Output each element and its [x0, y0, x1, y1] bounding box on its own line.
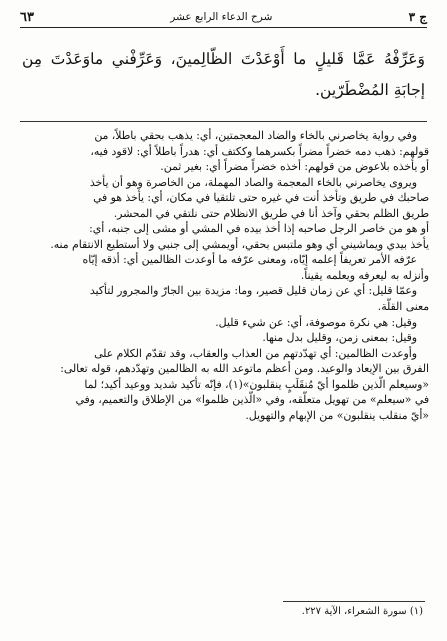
- body-line: وقيل: هي نكرة موصوفة، أي: عن شيء قليل.: [215, 315, 417, 329]
- commentary-body: [18, 128, 429, 423]
- supplication-quote: وَعَرِّفْهُ عَمَّا قَليلٍ ما أَوْعَدْتَ الظّالِمينَ، وَعَرِّفْني ماوَعَدْتَ مِن إجابَةِ المُضْطَرّين.: [22, 50, 425, 99]
- body-line: وفي رواية يخاصرني بالخاء والضاد المعجمتين، أي: يذهب بحقي باطلاً، من: [94, 129, 417, 142]
- footnote-rule: [283, 601, 425, 602]
- page-number: ٦٣: [20, 9, 34, 25]
- body-line: أو يأخذه بلاعوض من قولهم: أخذه خضراً مضراً أي: بغير ثمن.: [160, 160, 429, 174]
- body-line: عرّفه الأمر تعريفاً إعلمه إيّاه، ومعنى عرّفه ما أوعدت الظالمين أي: أذقه إيّاه: [82, 253, 417, 267]
- body-line: معنى القلّة.: [377, 300, 429, 314]
- body-line: في «سيعلم» من تهويل متعلّقه، وفي «الّذين ظلموا» من الإطلاق والتعميم، وفي: [75, 393, 429, 407]
- body-line: صاحبك في طريق وتأخذ أنت في غيره حتى تلتقيا في مكان، أي: يأخذ هو في: [93, 191, 429, 205]
- body-line: وأنزله به ليعرفه ويعلمه يقيناً.: [300, 268, 429, 282]
- running-header: [20, 6, 427, 28]
- volume-label: ج ٣: [408, 10, 427, 24]
- header-rule: [20, 27, 427, 28]
- body-line: وقيل: بمعنى زمن، وقليل بدل منها.: [262, 331, 417, 345]
- chapter-title: شرح الدعاء الرابع عشر: [170, 11, 273, 23]
- body-line: أو هو من خاصر الرجل صاحبه إذا أخذ بيده في المشي أو مشى إلى جنبه، أي:: [89, 222, 429, 236]
- body-line: وعمّا قليل: أي عن زمان قليل قصير، وما: مزيدة بين الجارّ والمجرور لتأكيد: [89, 284, 417, 298]
- body-line: «وسيعلم الّذين ظلموا أيّ مُنقَلَبٍ ينقلبون»(١)، فإنّه تأكيد شديد ووعيد أكيد؛ لما: [84, 377, 429, 391]
- body-line: طريق الظلم بحقي وآخذ أنا في طريق الانظلام حتى نلتقي في المحشر.: [113, 206, 429, 220]
- body-line: «أيّ منقلب ينقلبون» من الإبهام والتهويل.: [245, 408, 429, 422]
- footnote: (١) سورة الشعراء، الآية ٢٢٧.: [301, 606, 423, 617]
- body-line: الفرق بين الإيعاد والوعيد. ومن أعظم ماتوعد الله به الظالمين وتهدّدهم، قوله تعالى:: [60, 362, 429, 376]
- body-line: ويروى يخاصرني بالخاء المعجمة والصاد المهملة، من الخاصرة وهو أن يأخذ: [89, 175, 417, 189]
- body-line: يأخذ بيدي ويماشيني أي وهو ملتبس بحقي، أويمشي إلى جنبي ولا أستطيع الانتقام منه.: [50, 237, 429, 251]
- quote-divider: [20, 121, 427, 122]
- body-line: قولهم: ذهب دمه خضراً مضراً بكسرهما وككتف أي: هدراً باطلاً أي: لاقود فيه،: [90, 144, 429, 158]
- body-line: وأوعدت الظالمين: أي تهدّدتهم من العذاب والعقاب، وقد تقدّم الكلام على: [94, 346, 417, 360]
